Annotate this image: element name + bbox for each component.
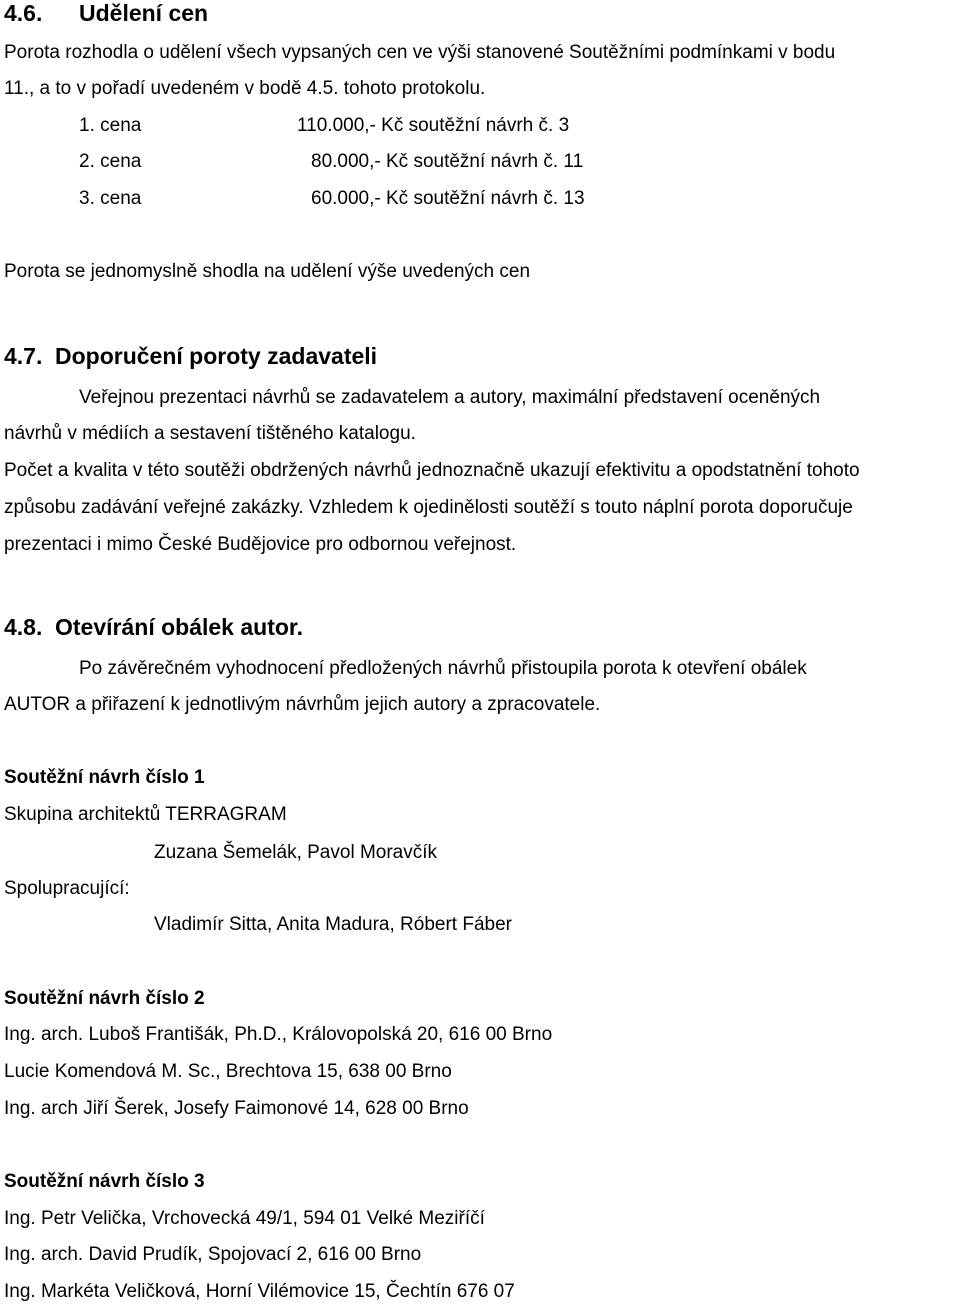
section-4-6-intro-line-2: 11., a to v pořadí uvedeném v bodě 4.5. tohoto protokolu. — [4, 78, 486, 99]
prize-amount: 80.000,- Kč soutěžní návrh č. 11 — [311, 151, 584, 172]
entry-2-heading: Soutěžní návrh číslo 2 — [4, 988, 205, 1009]
section-4-7-paragraph-line: způsobu zadávání veřejné zakázky. Vzhledem k ojedinělosti soutěží s touto náplní porota doporučuje — [4, 497, 853, 518]
section-4-6-intro-line-1: Porota rozhodla o udělení všech vypsaných cen ve výši stanovené Soutěžními podmínkami v bodu — [4, 42, 836, 63]
entry-1-heading: Soutěžní návrh číslo 1 — [4, 767, 205, 788]
section-4-8-paragraph-line: AUTOR a přiřazení k jednotlivým návrhům jejich autory a zpracovatele. — [4, 694, 601, 715]
entry-3-heading: Soutěžní návrh číslo 3 — [4, 1171, 205, 1192]
entry-1-collaborators-label: Spolupracující: — [4, 878, 130, 899]
prize-place: 2. cena — [79, 151, 142, 172]
section-4-6-number: 4.6. — [4, 0, 43, 26]
section-4-7-title: Doporučení poroty zadavateli — [55, 343, 378, 369]
prize-place: 1. cena — [79, 115, 142, 136]
entry-3-author-line: Ing. arch. David Prudík, Spojovací 2, 616 00 Brno — [4, 1244, 422, 1265]
section-4-7-paragraph-line: prezentaci i mimo České Budějovice pro odbornou veřejnost. — [4, 534, 517, 555]
prize-place: 3. cena — [79, 188, 142, 209]
section-4-8-paragraph-line: Po závěrečném vyhodnocení předložených návrhů přistoupila porota k otevření obálek — [79, 658, 807, 679]
prize-amount: 60.000,- Kč soutěžní návrh č. 13 — [311, 188, 585, 209]
section-4-7-number: 4.7. — [4, 343, 43, 369]
section-4-6-title: Udělení cen — [79, 0, 209, 26]
section-4-7-paragraph-line: Veřejnou prezentaci návrhů se zadavatelem a autory, maximální představení oceněných — [79, 387, 821, 408]
entry-2-author-line: Lucie Komendová M. Sc., Brechtova 15, 638 00 Brno — [4, 1061, 452, 1082]
entry-3-author-line: Ing. Petr Velička, Vrchovecká 49/1, 594 01 Velké Meziříčí — [4, 1208, 485, 1229]
entry-1-collaborators: Vladimír Sitta, Anita Madura, Róbert Fáber — [154, 914, 512, 935]
section-4-8-title: Otevírání obálek autor. — [55, 614, 303, 640]
section-4-6-agreement: Porota se jednomyslně shodla na udělení výše uvedených cen — [4, 261, 531, 282]
entry-2-author-line: Ing. arch. Luboš Františák, Ph.D., Královopolská 20, 616 00 Brno — [4, 1024, 553, 1045]
section-4-7-paragraph-line: návrhů v médiích a sestavení tištěného katalogu. — [4, 423, 416, 444]
section-4-7-paragraph-line: Počet a kvalita v této soutěži obdržených návrhů jednoznačně ukazují efektivitu a opodstatnění tohoto — [4, 460, 860, 481]
prize-amount: 110.000,- Kč soutěžní návrh č. 3 — [297, 115, 570, 136]
entry-1-group: Skupina architektů TERRAGRAM — [4, 804, 287, 825]
entry-1-authors: Zuzana Šemelák, Pavol Moravčík — [154, 842, 438, 863]
entry-3-author-line: Ing. Markéta Veličková, Horní Vilémovice 15, Čechtín 676 07 — [4, 1281, 515, 1302]
section-4-8-number: 4.8. — [4, 614, 43, 640]
entry-2-author-line: Ing. arch Jiří Šerek, Josefy Faimonové 14, 628 00 Brno — [4, 1098, 469, 1119]
